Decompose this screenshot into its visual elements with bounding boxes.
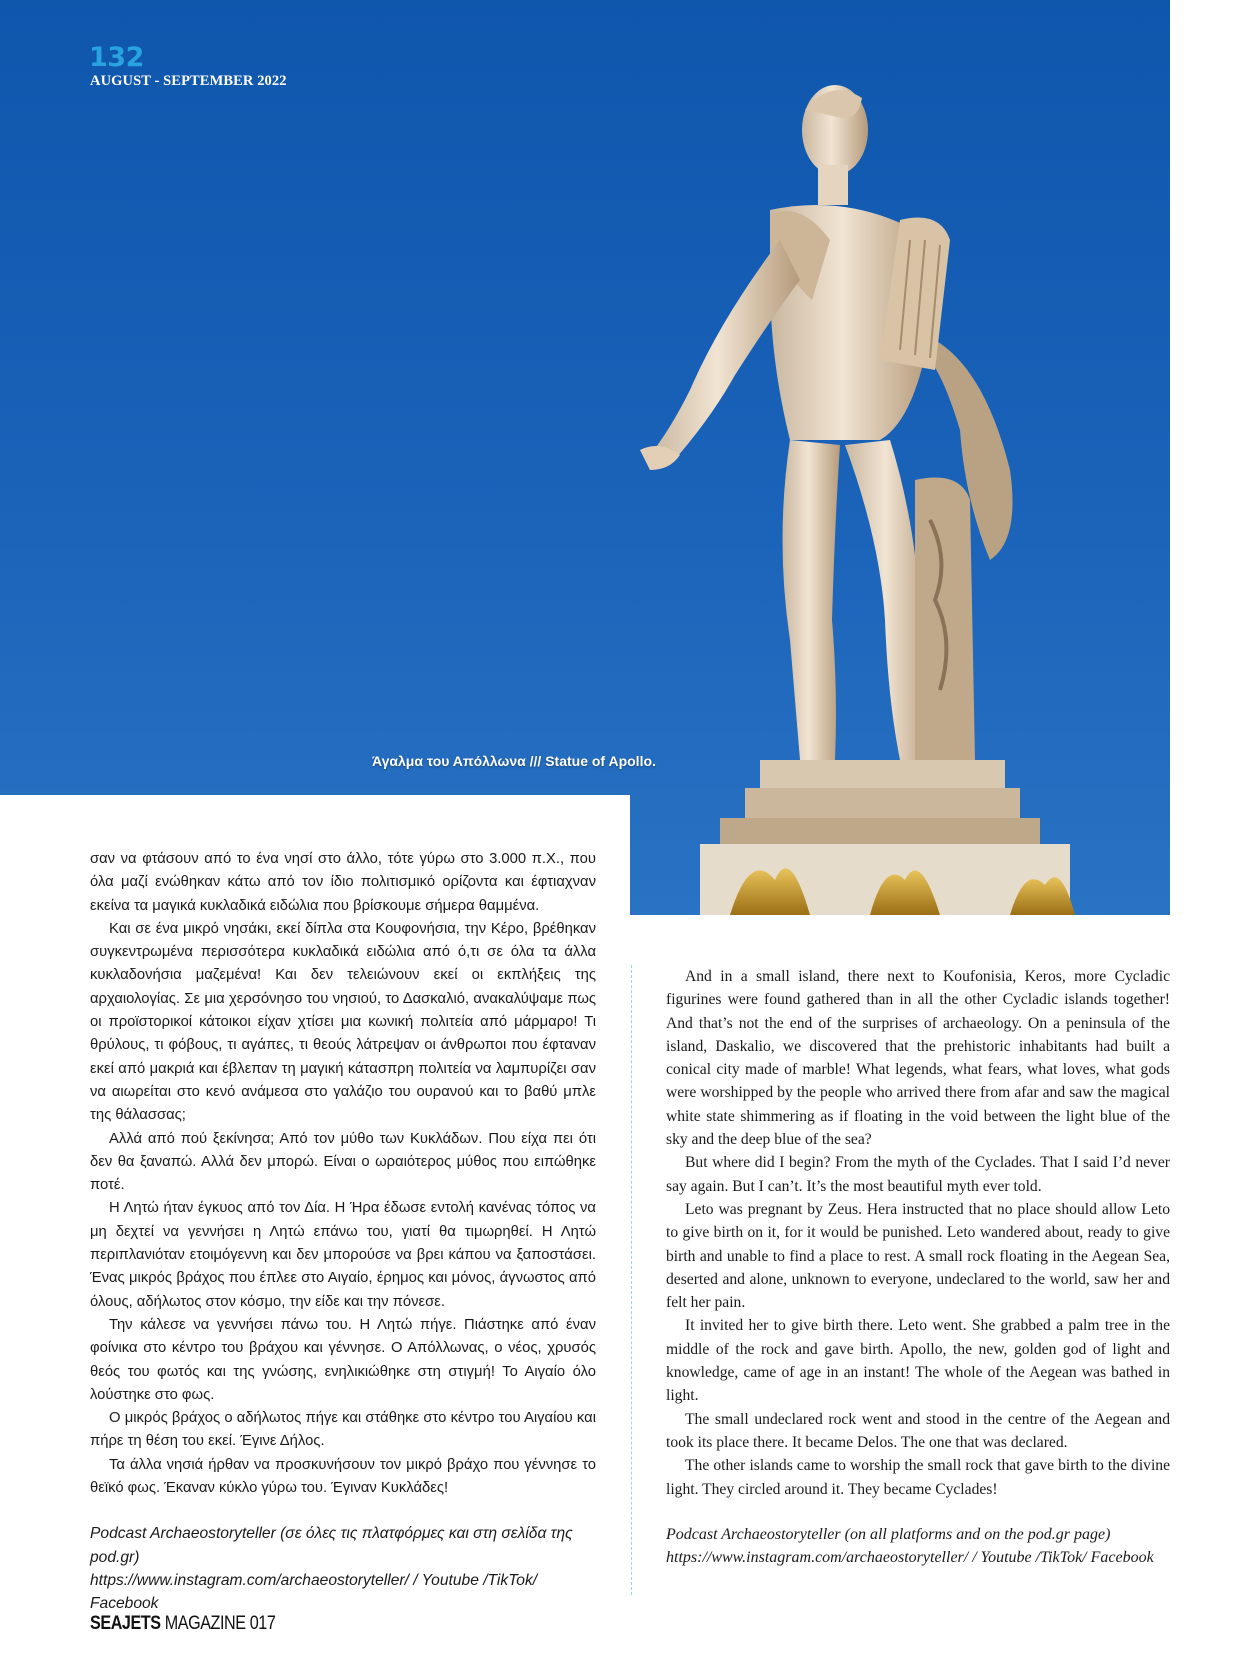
english-paragraph: And in a small island, there next to Koufonisia, Keros, more Cycladic figurines were found gathered than in all the other Cycladic islands together! And that’s not the end of the surprises of archaeology. On a peninsula of the island, Daskalio, we discovered that the prehistoric inhabitants had built a conical city made of marble! What legends, what fears, what loves, what gods were worshipped by the people who arrived there from afar and saw the magical white state shimmering as if floating in the void between the light blue of the sky and the deep blue of the sea? [666,968,1170,1149]
english-paragraph: Leto was pregnant by Zeus. Hera instructed that no place should allow Leto to give birth on it, for it would be punished. Leto wandered about, ready to give birth and unable to find a place to rest. A small rock floating in the Aegean Sea, deserted and alone, unknown to everyone, undeclared to the world, saw her and felt her pain. [666,1200,1170,1312]
greek-paragraph: Και σε ένα μικρό νησάκι, εκεί δίπλα στα Κουφονήσια, την Κέρο, βρέθηκαν συγκεντρωμένα περισσότερα κυκλαδικά ειδώλια από ό,τι σε όλα τα άλλα κυκλαδονήσια μαζεμένα! Και δεν τελειώνουν εκεί οι εκπλήξεις της αρχαιολογίας. Σε μια χερσόνησο του νησιού, το Δασκαλιό, ανακαλύψαμε πως οι προϊστορικοί κάτοικοι είχαν χτίσει μια κωνική πολιτεία από μάρμαρο! Τι θρύλους, τι φόβους, τι αγάπες, τι θεούς λάτρεψαν οι άνθρωποι που έφταναν εκεί από μακριά και έβλεπαν τη μαγική κάτασπρη πολιτεία να λαμπυρίζει σαν να αιωρείται στο κενό ανάμεσα στο γαλάζιο του ουρανού και το βαθύ μπλε της θάλασσας; [90,920,596,1124]
english-credit-line: Podcast Archaeostoryteller (on all platforms and on the pod.gr page) [666,1525,1111,1543]
greek-paragraph: Ο μικρός βράχος ο αδήλωτος πήγε και στάθηκε στο κέντρο του Αιγαίου και πήρε τη θέση του εκεί. Έγινε Δήλος. [90,1410,596,1450]
english-podcast-credit [666,1523,1170,1570]
english-paragraph: The small undeclared rock went and stood in the centre of the Aegean and took its place there. It became Delos. The one that was declared. [666,1410,1170,1451]
english-article-column [666,965,1170,1569]
greek-article-column [90,848,596,1616]
magazine-label: MAGAZINE [164,1613,246,1634]
english-paragraph: But where did I begin? From the myth of the Cyclades. That I said I’d never say again. But I can’t. It’s the most beautiful myth ever told. [666,1154,1170,1195]
greek-credit-links: https://www.instagram.com/archaeostoryteller/ / Youtube /TikTok/ Facebook [90,1571,538,1613]
issue-number: 017 [249,1613,276,1634]
magazine-footer-logo [90,1613,275,1635]
greek-credit-line: Podcast Archaeostoryteller (σε όλες τις πλατφόρμες και στη σελίδα της pod.gr) [90,1525,573,1566]
column-divider [631,965,632,1595]
greek-paragraph: Η Λητώ ήταν έγκυος από τον Δία. Η Ήρα έδωσε εντολή κανένας τόπος να μη δεχτεί να γεννήσει η Λητώ επάνω του, γιατί θα τιμωρηθεί. Η Λητώ περιπλανιόταν ετοιμόγεννη και δεν μπορούσε να βρει κάπου να ξαποστάσει. Ένας μικρός βράχος που έπλεε στο Αιγαίο, έρημος και μόνος, άγνωστος από όλους, αδήλωτος στον κόσμο, την είδε και την πόνεσε. [90,1200,596,1310]
greek-paragraph: Τα άλλα νησιά ήρθαν να προσκυνήσουν τον μικρό βράχο που γέννησε το θεϊκό φως. Έκαναν κύκλο γύρω του. Έγιναν Κυκλάδες! [90,1456,596,1497]
greek-paragraph: σαν να φτάσουν από το ένα νησί στο άλλο, τότε γύρω στο 3.000 π.Χ., που όλα μαζί ενώθηκαν κάτω από τον ίδιο πολιτισμικό ορίζοντα και έφτιαχναν εκείνα τα μαγικά κυκλαδικά ειδώλια που βρίσκουμε σήμερα θαμμένα. [90,851,596,914]
greek-paragraph: Την κάλεσε να γεννήσει πάνω του. Η Λητώ πήγε. Πιάστηκε από έναν φοίνικα στο κέντρο του βράχου και γέννησε. Ο Απόλλωνας, ο νέος, χρυσός θεός του φωτός και της γνώσης, ενηλικιώθηκε στη στιγμή! Το Αιγαίο όλο λούστηκε στο φως. [90,1316,596,1403]
english-credit-links: https://www.instagram.com/archaeostoryteller/ / Youtube /TikTok/ Facebook [666,1549,1154,1567]
photo-caption: Άγαλμα του Απόλλωνα /// Statue of Apollo. [372,753,656,769]
english-paragraph: The other islands came to worship the small rock that gave birth to the divine light. They circled around it. They became Cyclades! [666,1457,1170,1498]
greek-podcast-credit [90,1522,596,1615]
english-paragraph: It invited her to give birth there. Leto went. She grabbed a palm tree in the middle of the rock and gave birth. Apollo, the new, golden god of light and knowledge, came of age in an instant! The whole of the Aegean was bathed in light. [666,1317,1170,1405]
brand-name: SEAJETS [90,1613,161,1634]
page-number: 132 [89,42,144,73]
greek-paragraph: Αλλά από πού ξεκίνησα; Από τον μύθο των Κυκλάδων. Που είχα πει ότι δεν θα ξαναπώ. Αλλά δεν μπορώ. Είναι ο ωραιότερος μύθος που ειπώθηκε ποτέ. [90,1130,596,1194]
issue-date: AUGUST - SEPTEMBER 2022 [90,73,287,89]
